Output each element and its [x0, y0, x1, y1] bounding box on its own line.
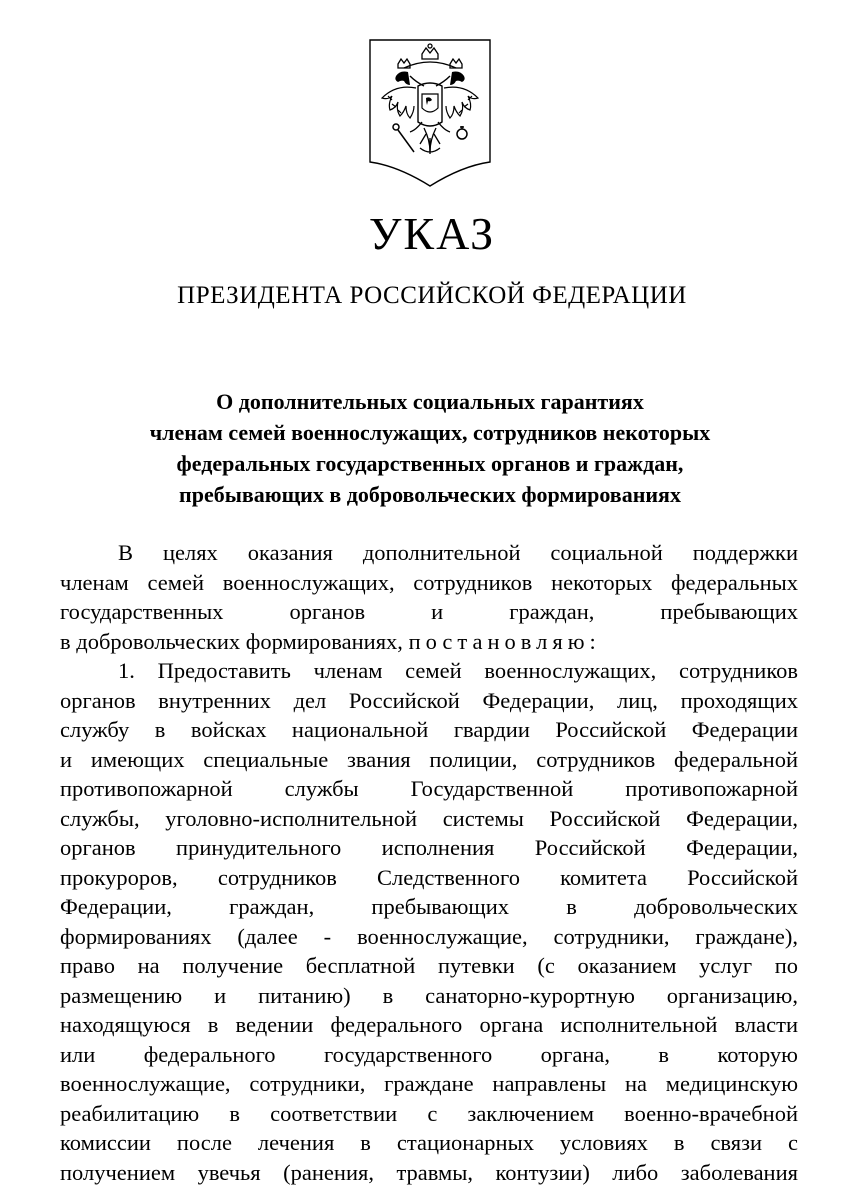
- paragraph-line: [60, 627, 798, 657]
- paragraph-line: или федерального государственного органа, в которую: [60, 1041, 798, 1067]
- paragraph-line: формированиях (далее - военнослужащие, сотрудники, граждане),: [60, 923, 798, 949]
- paragraph-line: органов принудительного исполнения Российской Федерации,: [60, 835, 798, 860]
- paragraph-line: право на получение бесплатной путевки (с оказанием услуг по: [60, 953, 798, 978]
- heading-line: членам семей военнослужащих, сотрудников некоторых: [149, 420, 711, 445]
- paragraph-line: службы, уголовно-исполнительной системы Российской Федерации,: [60, 805, 798, 831]
- paragraph-line: военнослужащие, сотрудники, граждане направлены на медицинскую: [60, 1071, 798, 1096]
- paragraph-line: службу в войсках национальной гвардии Российской Федерации: [60, 717, 798, 742]
- paragraph-text: в добровольческих формированиях,: [60, 628, 403, 654]
- paragraph-line: органов внутренних дел Российской Федерации, лиц, проходящих: [60, 687, 798, 713]
- document-subtitle: ПРЕЗИДЕНТА РОССИЙСКОЙ ФЕДЕРАЦИИ: [177, 282, 687, 309]
- document-title: УКАЗ: [368, 208, 496, 259]
- decree-verb: постановляю:: [408, 628, 601, 654]
- paragraph-line: размещению и питанию) в санаторно-курортную организацию,: [60, 982, 798, 1008]
- paragraph-line: 1. Предоставить членам семей военнослужащих, сотрудников: [118, 658, 798, 683]
- state-emblem: [368, 38, 492, 188]
- paragraph-line: Федерации, граждан, пребывающих в добровольческих: [60, 894, 798, 919]
- paragraph-line: В целях оказания дополнительной социальной поддержки: [118, 540, 798, 565]
- paragraph-line: государственных органов и граждан, пребывающих: [60, 599, 798, 624]
- paragraph-line: находящуюся в ведении федерального органа исполнительной власти: [60, 1012, 798, 1037]
- paragraph-line: прокуроров, сотрудников Следственного комитета Российской: [60, 864, 798, 890]
- heading-line: федеральных государственных органов и граждан,: [176, 451, 684, 476]
- paragraph-line: членам семей военнослужащих, сотрудников некоторых федеральных: [60, 569, 798, 595]
- paragraph-line: комиссии после лечения в стационарных условиях в связи с: [60, 1130, 798, 1155]
- paragraph-line: реабилитацию в соответствии с заключением военно-врачебной: [60, 1100, 798, 1126]
- paragraph-line: и имеющих специальные звания полиции, сотрудников федеральной: [60, 746, 798, 772]
- double-headed-eagle-icon: [368, 38, 492, 188]
- heading-line: О дополнительных социальных гарантиях: [216, 389, 644, 414]
- paragraph-line: получением увечья (ранения, травмы, контузии) либо заболевания: [60, 1159, 798, 1185]
- heading-line: пребывающих в добровольческих формированиях: [179, 482, 681, 507]
- decree-heading: [60, 386, 800, 510]
- paragraph-line: противопожарной службы Государственной противопожарной: [60, 776, 798, 801]
- decree-body: [60, 538, 798, 1187]
